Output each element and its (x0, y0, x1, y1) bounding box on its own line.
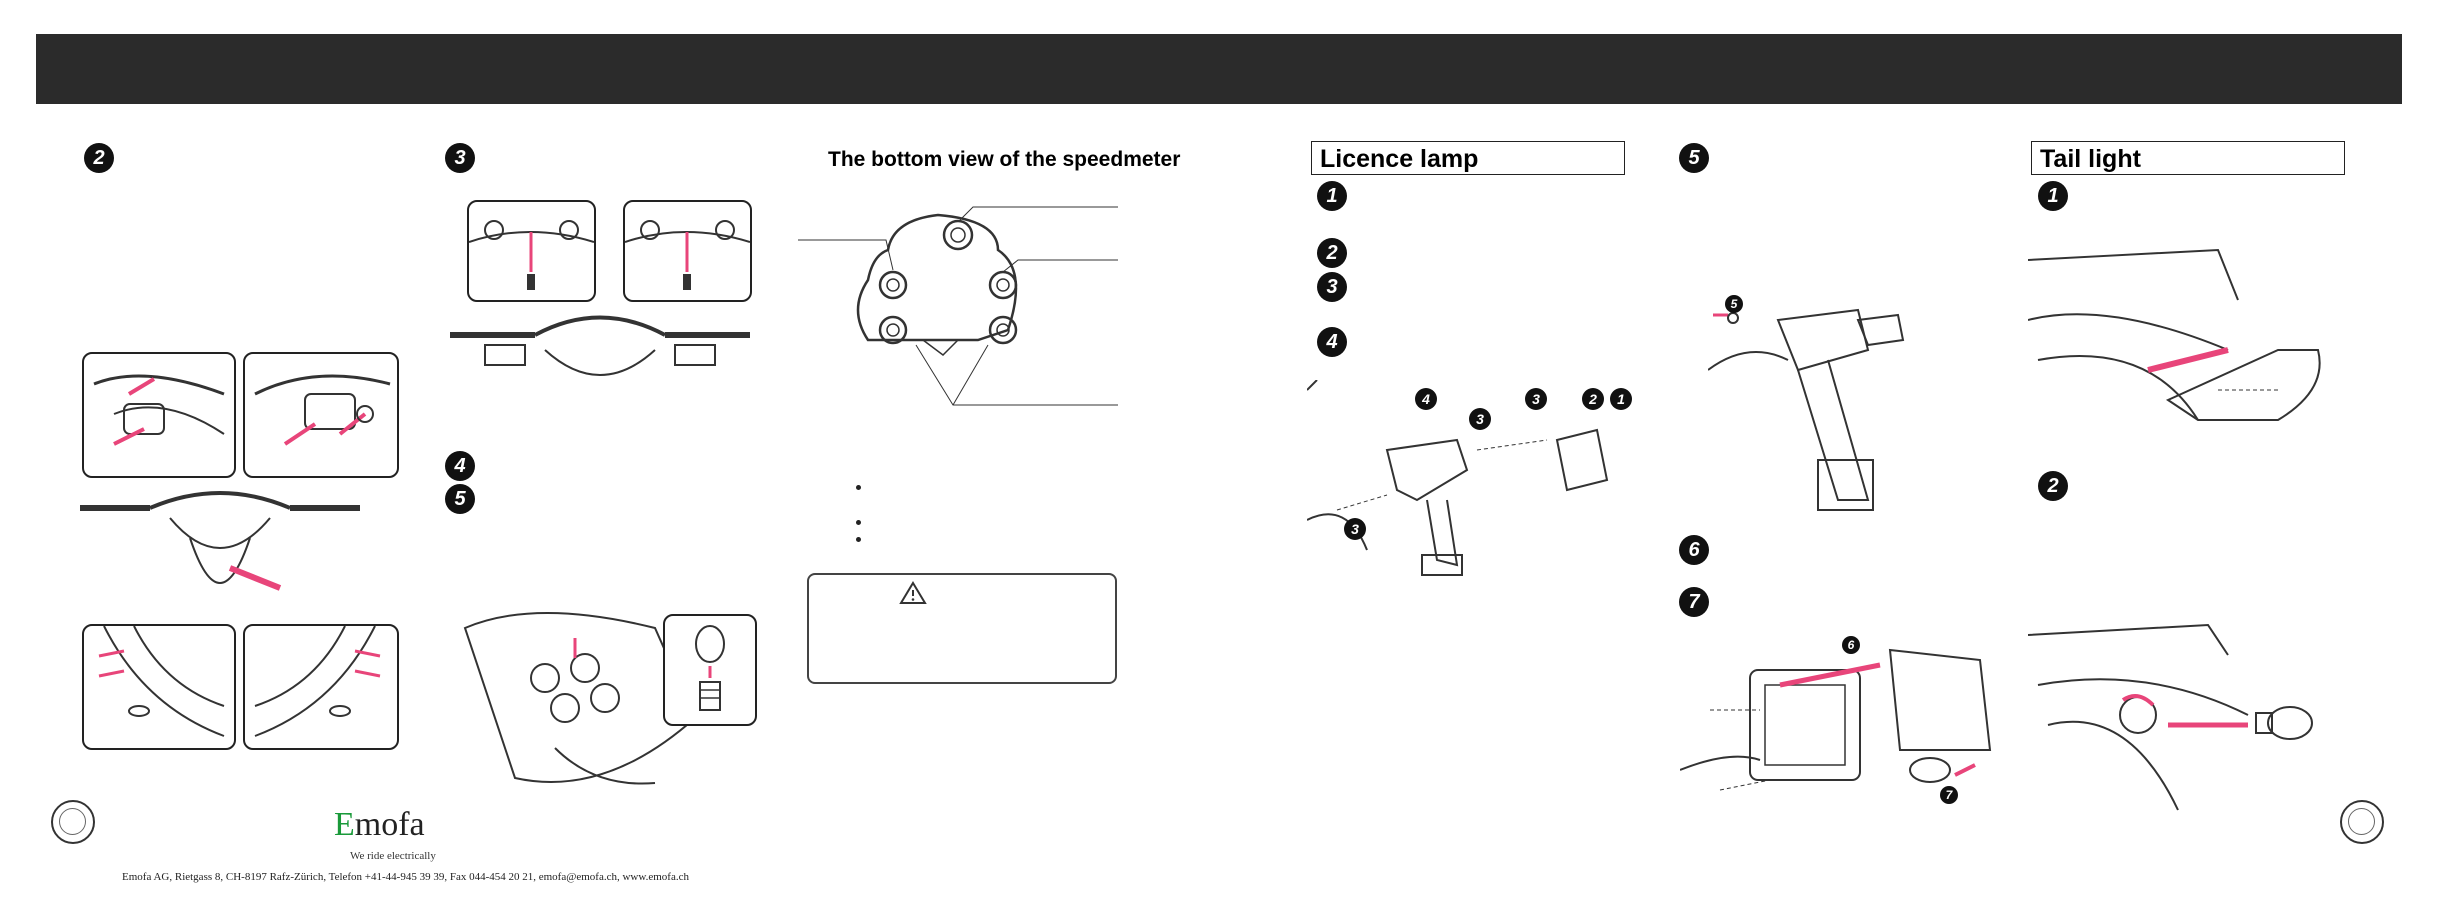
bullet-2 (856, 520, 861, 525)
logo-first-letter: E (334, 806, 355, 843)
tail-step-2: 2 (2038, 471, 2068, 501)
illustration-licence-bracket (1708, 290, 1958, 530)
inset-right-grip (243, 352, 399, 478)
tail-light-title: Tail light (2031, 141, 2345, 175)
step-number-6: 6 (1679, 535, 1709, 565)
inset-screw-left (467, 200, 596, 302)
inset-left-grip (82, 352, 236, 478)
caution-box (807, 573, 1117, 684)
bullet-3 (856, 537, 861, 542)
header-bar (36, 34, 2402, 104)
page-number-circle-left (51, 800, 95, 844)
step-number-2: 2 (84, 143, 114, 173)
col5-callout-7: 7 (1940, 786, 1958, 804)
licence-callout-3a: 3 (1469, 408, 1491, 430)
licence-callout-4: 4 (1415, 388, 1437, 410)
bullet-1 (856, 485, 861, 490)
inset-left-lower (82, 624, 236, 750)
inset-screw-right (623, 200, 752, 302)
col5-callout-6: 6 (1842, 636, 1860, 654)
licence-callout-3c: 3 (1344, 518, 1366, 540)
step-number-4: 4 (445, 451, 475, 481)
col5-callout-5: 5 (1725, 295, 1743, 313)
page-number-circle-right (2340, 800, 2384, 844)
illustration-tail-bulb (2028, 615, 2338, 815)
step-number-5b: 5 (1679, 143, 1709, 173)
step-number-7: 7 (1679, 587, 1709, 617)
licence-step-2: 2 (1317, 238, 1347, 268)
step-number-5: 5 (445, 484, 475, 514)
diagram-speedometer-bottom (798, 190, 1118, 420)
step-number-3: 3 (445, 143, 475, 173)
licence-step-4: 4 (1317, 327, 1347, 357)
illustration-handlebar-overview (70, 478, 370, 628)
licence-lamp-title: Licence lamp (1311, 141, 1625, 175)
licence-step-3: 3 (1317, 272, 1347, 302)
illustration-tail-light-removal (2028, 240, 2338, 435)
licence-callout-1: 1 (1610, 388, 1632, 410)
warning-icon (899, 581, 927, 605)
logo-rest: mofa (354, 806, 425, 843)
licence-callout-3b: 3 (1525, 388, 1547, 410)
speedometer-heading: The bottom view of the speedmeter (828, 148, 1181, 171)
licence-step-1: 1 (1317, 181, 1347, 211)
inset-bulb (663, 614, 757, 726)
tagline: We ride electrically (350, 850, 436, 862)
inset-right-lower (243, 624, 399, 750)
footer-address: Emofa AG, Rietgass 8, CH-8197 Rafz-Zürich, Telefon +41-44-945 39 39, Fax 044-454 20 21, emofa@emofa.ch, www.emofa.ch (122, 871, 689, 883)
illustration-handlebar-top (445, 300, 755, 385)
illustration-lamp-housing (1680, 640, 2000, 810)
licence-callout-2: 2 (1582, 388, 1604, 410)
emofa-logo (334, 806, 425, 844)
tail-step-1: 1 (2038, 181, 2068, 211)
